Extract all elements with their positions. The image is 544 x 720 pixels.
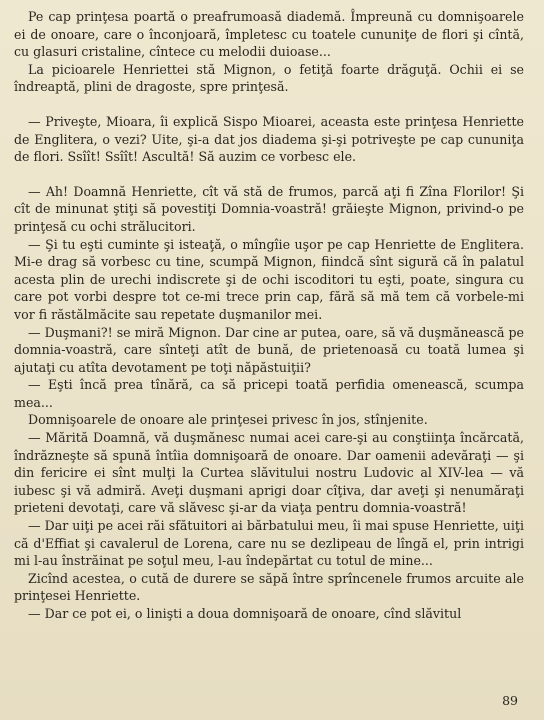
paragraph: — Dar ce pot ei, o linişti a doua domnişoară de onoare, cînd slăvitul [28, 606, 462, 621]
paragraph: — Dar uiţi pe acei răi sfătuitori ai bărbatului meu, îi mai spuse Henriette, uiţi că d'Effiat şi cavalerul de Lorena, care nu se dezlipeau de lîngă el, prin intrigi mi l-au înstrăinat pe soţul meu, l-au îndepărtat cu totul de mine... [14, 518, 524, 569]
paragraph: — Mărită Doamnă, vă duşmănesc numai acei care-şi au conştiinţa încărcată, îndrăzneşte să spună întîia domnişoară de onoare. Dar oamenii adevăraţi — şi din fericire ei sînt mulţi la Curtea slăvitului nostru Ludovic al XIV-lea — vă iubesc şi vă admiră. Aveţi duşmani aprigi doar cîţiva, dar aveţi şi nenumăraţi prieteni devotaţi, care vă slăvesc şi-ar da viaţa pentru domnia-voastră! [14, 430, 524, 516]
paragraph: — Priveşte, Mioara, îi explică Sispo Mioarei, aceasta este prinţesa Henriette de Englitera, o vezi? Uite, şi-a dat jos diadema şi-şi potriveşte pe cap cununiţa de flori. Ssîît! Ssîît! Ascultă! Să auzim ce vorbesc ele. [14, 113, 524, 165]
paragraph: Zicînd acestea, o cută de durere se săpă între sprîncenele frumos arcuite ale prinţesei Henriette. [14, 570, 524, 604]
paragraph-gap [14, 166, 524, 183]
paragraph: — Ah! Doamnă Henriette, cît vă stă de frumos, parcă aţi fi Zîna Florilor! Şi cît de minunat ştiţi să povestiţi Domnia-voastră! grăieşte Mignon, privind-o pe prinţesă cu ochi strălucitori. [14, 183, 524, 234]
paragraph: — Şi tu eşti cuminte şi isteaţă, o mîngîie uşor pe cap Henriette de Englitera. Mi-e drag să vorbesc cu tine, scumpă Mignon, fiindcă sînt sigură că în palatul acesta plin de urechi indiscrete şi de ochi iscoditori tu eşti, poate, singura cu care pot vorbi despre tot ce-mi trece prin cap, fără să mă tem că vorbele-mi vor fi răstălmăcite sau repetate duşmanilor mei. [14, 236, 524, 322]
paragraph: — Eşti încă prea tînără, ca să pricepi toată perfidia omenească, scumpa mea... [14, 377, 524, 410]
page-number: 89 [502, 693, 518, 708]
paragraph: La picioarele Henriettei stă Mignon, o fetiţă foarte drăguţă. Ochii ei se îndreaptă, plini de dragoste, spre prinţesă. [14, 61, 524, 95]
paragraph: Domnişoarele de onoare ale prinţesei privesc în jos, stînjenite. [28, 412, 428, 428]
paragraph: Pe cap prinţesa poartă o preafrumoasă diademă. Împreună cu domnişoarele ei de onoare, care o înconjoară, împletesc cu toatele cununiţe de flori şi cîntă, cu glasuri cristaline, cîntece cu melodii duioase... [14, 9, 524, 60]
paragraph: — Duşmani?! se miră Mignon. Dar cine ar putea, oare, să vă duşmănească pe domnia-voastră, care sînteţi atît de bună, de prietenoasă cu toată lumea şi ajutaţi cu atîta devotament pe toţi năpăstuiţii? [14, 324, 524, 375]
paragraph-gap [14, 96, 524, 113]
